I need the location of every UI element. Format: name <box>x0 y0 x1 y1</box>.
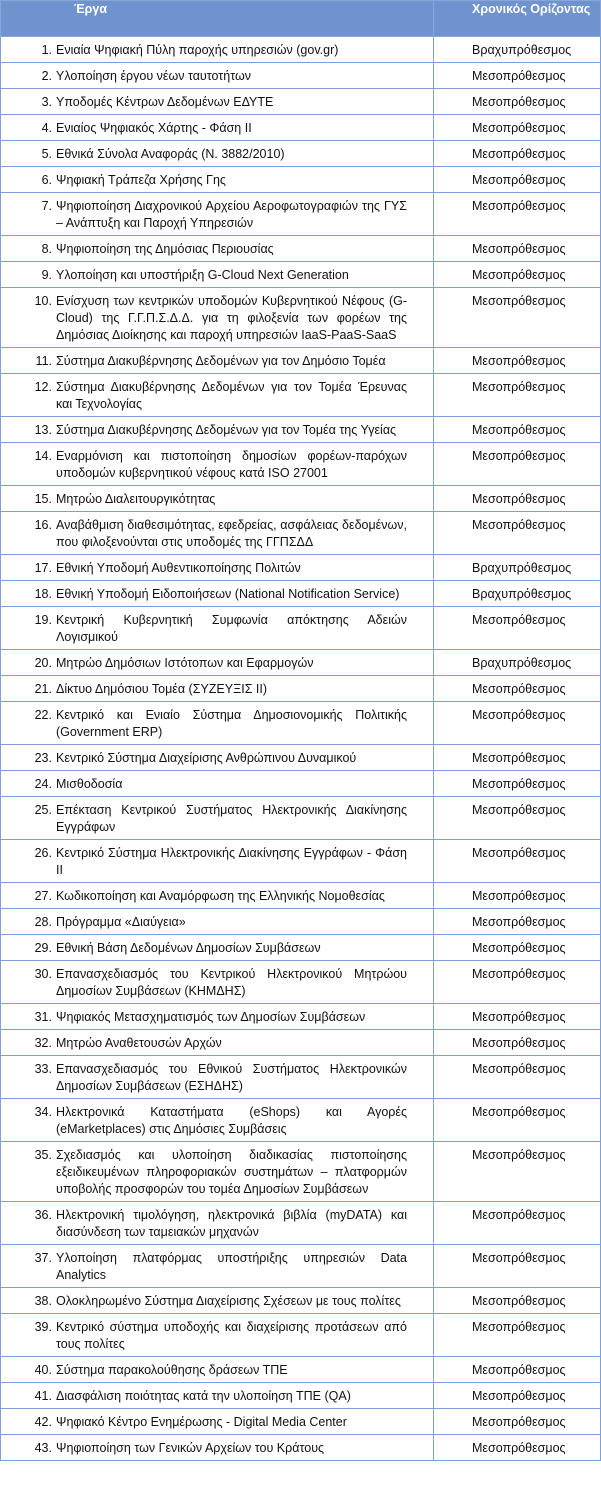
table-row <box>1 1314 601 1357</box>
project-item <box>1 1009 407 1026</box>
project-name: Εθνική Υποδομή Ειδοποιήσεων (National Notification Service) <box>56 587 400 601</box>
project-name: Ψηφιοποίηση των Γενικών Αρχείων του Κράτους <box>56 1441 325 1455</box>
project-item <box>1 612 407 646</box>
project-cell <box>1 883 434 909</box>
project-item <box>1 94 407 111</box>
time-horizon-cell: Μεσοπρόθεσμος <box>434 236 601 262</box>
table-row <box>1 236 601 262</box>
table-row <box>1 797 601 840</box>
table-row <box>1 63 601 89</box>
table-row <box>1 1202 601 1245</box>
table-header-row <box>1 1 601 37</box>
project-item <box>1 172 407 189</box>
project-cell <box>1 486 434 512</box>
project-cell <box>1 1409 434 1435</box>
project-name: Ενιαία Ψηφιακή Πύλη παροχής υπηρεσιών (gov.gr) <box>56 43 339 57</box>
time-horizon-cell: Μεσοπρόθεσμος <box>434 141 601 167</box>
project-item <box>1 1104 407 1138</box>
table-row <box>1 909 601 935</box>
project-cell <box>1 702 434 745</box>
project-cell <box>1 374 434 417</box>
project-name: Ψηφιοποίηση Διαχρονικού Αρχείου Αεροφωτογραφιών της ΓΥΣ – Ανάπτυξη και Παροχή Υπηρεσιών <box>56 199 407 230</box>
project-cell <box>1 348 434 374</box>
project-name: Σχεδιασμός και υλοποίηση διαδικασίας πιστοποίησης εξειδικευμένων πληροφοριακών συστημάτων – πλατφορμών υποβολής προσφορών του τομέα Δημοσίων Συμβάσεων <box>56 1148 407 1196</box>
project-number: 14. <box>34 449 52 463</box>
table-row <box>1 89 601 115</box>
time-horizon-cell: Βραχυπρόθεσμος <box>434 37 601 63</box>
project-item <box>1 353 407 370</box>
project-name: Επανασχεδιασμός του Εθνικού Συστήματος Ηλεκτρονικών Δημοσίων Συμβάσεων (ΕΣΗΔΗΣ) <box>56 1062 407 1093</box>
table-row <box>1 555 601 581</box>
project-number: 27. <box>34 889 52 903</box>
project-number: 16. <box>34 518 52 532</box>
project-number: 26. <box>34 846 52 860</box>
project-item <box>1 802 407 836</box>
project-name: Κεντρική Κυβερνητική Συμφωνία απόκτησης Αδειών Λογισμικού <box>56 613 407 644</box>
time-horizon-cell: Μεσοπρόθεσμος <box>434 115 601 141</box>
project-item <box>1 379 407 413</box>
project-item <box>1 966 407 1000</box>
project-item <box>1 681 407 698</box>
project-number: 37. <box>34 1251 52 1265</box>
project-number: 7. <box>41 199 52 213</box>
table-row <box>1 581 601 607</box>
table-row <box>1 417 601 443</box>
project-number: 39. <box>34 1320 52 1334</box>
time-horizon-cell: Βραχυπρόθεσμος <box>434 581 601 607</box>
project-cell <box>1 650 434 676</box>
project-number: 1. <box>41 43 52 57</box>
project-cell <box>1 909 434 935</box>
project-item <box>1 655 407 672</box>
project-number: 15. <box>34 492 52 506</box>
project-cell <box>1 37 434 63</box>
project-item <box>1 845 407 879</box>
time-horizon-cell: Μεσοπρόθεσμος <box>434 443 601 486</box>
table-row <box>1 1435 601 1461</box>
project-cell <box>1 797 434 840</box>
project-item <box>1 1293 407 1310</box>
project-cell <box>1 745 434 771</box>
time-horizon-cell: Μεσοπρόθεσμος <box>434 512 601 555</box>
project-cell <box>1 1056 434 1099</box>
table-row <box>1 771 601 797</box>
project-name: Μητρώο Διαλειτουργικότητας <box>56 492 216 506</box>
project-cell <box>1 63 434 89</box>
project-name: Υλοποίηση πλατφόρμας υποστήριξης υπηρεσιών Data Analytics <box>56 1251 407 1282</box>
project-number: 9. <box>41 268 52 282</box>
time-horizon-cell: Μεσοπρόθεσμος <box>434 1004 601 1030</box>
column-header-projects: Έργα <box>1 1 434 37</box>
table-row <box>1 745 601 771</box>
table-row <box>1 1357 601 1383</box>
project-cell <box>1 236 434 262</box>
table-body <box>1 37 601 1461</box>
project-number: 21. <box>34 682 52 696</box>
time-horizon-cell: Μεσοπρόθεσμος <box>434 288 601 348</box>
project-cell <box>1 1004 434 1030</box>
time-horizon-cell: Μεσοπρόθεσμος <box>434 840 601 883</box>
time-horizon-cell: Μεσοπρόθεσμος <box>434 1056 601 1099</box>
table-row <box>1 193 601 236</box>
time-horizon-cell: Μεσοπρόθεσμος <box>434 676 601 702</box>
project-item <box>1 1440 407 1457</box>
project-cell <box>1 193 434 236</box>
project-item <box>1 120 407 137</box>
project-cell <box>1 167 434 193</box>
project-cell <box>1 89 434 115</box>
project-item <box>1 241 407 258</box>
project-number: 3. <box>41 95 52 109</box>
table-row <box>1 37 601 63</box>
project-cell <box>1 417 434 443</box>
time-horizon-cell: Μεσοπρόθεσμος <box>434 1357 601 1383</box>
project-name: Επανασχεδιασμός του Κεντρικού Ηλεκτρονικού Μητρώου Δημοσίων Συμβάσεων (ΚΗΜΔΗΣ) <box>56 967 407 998</box>
table-row <box>1 607 601 650</box>
table-row <box>1 167 601 193</box>
project-name: Μητρώο Αναθετουσών Αρχών <box>56 1036 222 1050</box>
project-name: Ενιαίος Ψηφιακός Χάρτης - Φάση ΙΙ <box>56 121 252 135</box>
project-name: Ολοκληρωμένο Σύστημα Διαχείρισης Σχέσεων με τους πολίτες <box>56 1294 401 1308</box>
table-row <box>1 443 601 486</box>
table-row <box>1 1288 601 1314</box>
project-cell <box>1 676 434 702</box>
table-row <box>1 1142 601 1202</box>
project-cell <box>1 1099 434 1142</box>
project-item <box>1 1207 407 1241</box>
project-item <box>1 1388 407 1405</box>
project-name: Κεντρικό Σύστημα Διαχείρισης Ανθρώπινου Δυναμικού <box>56 751 357 765</box>
time-horizon-cell: Μεσοπρόθεσμος <box>434 607 601 650</box>
project-number: 32. <box>34 1036 52 1050</box>
project-number: 41. <box>34 1389 52 1403</box>
project-cell <box>1 288 434 348</box>
project-number: 40. <box>34 1363 52 1377</box>
project-cell <box>1 1030 434 1056</box>
time-horizon-cell: Μεσοπρόθεσμος <box>434 1314 601 1357</box>
project-name: Σύστημα Διακυβέρνησης Δεδομένων για τον Δημόσιο Τομέα <box>56 354 386 368</box>
project-cell <box>1 1383 434 1409</box>
project-number: 29. <box>34 941 52 955</box>
project-number: 33. <box>34 1062 52 1076</box>
time-horizon-cell: Μεσοπρόθεσμος <box>434 348 601 374</box>
time-horizon-cell: Μεσοπρόθεσμος <box>434 1099 601 1142</box>
table-row <box>1 1056 601 1099</box>
table-row <box>1 1099 601 1142</box>
time-horizon-cell: Μεσοπρόθεσμος <box>434 771 601 797</box>
project-number: 42. <box>34 1415 52 1429</box>
project-cell <box>1 1288 434 1314</box>
time-horizon-cell: Μεσοπρόθεσμος <box>434 961 601 1004</box>
table-row <box>1 676 601 702</box>
column-header-horizon: Χρονικός Ορίζοντας <box>434 1 601 37</box>
project-cell <box>1 1202 434 1245</box>
table-row <box>1 1004 601 1030</box>
project-name: Ψηφιακή Τράπεζα Χρήσης Γης <box>56 173 226 187</box>
project-name: Υλοποίηση έργου νέων ταυτοτήτων <box>56 69 251 83</box>
project-number: 8. <box>41 242 52 256</box>
project-number: 20. <box>34 656 52 670</box>
project-cell <box>1 1314 434 1357</box>
project-item <box>1 1319 407 1353</box>
table-row <box>1 486 601 512</box>
project-cell <box>1 1357 434 1383</box>
project-name: Σύστημα Διακυβέρνησης Δεδομένων για τον Τομέα Έρευνας και Τεχνολογίας <box>56 380 407 411</box>
time-horizon-cell: Μεσοπρόθεσμος <box>434 1245 601 1288</box>
time-horizon-cell: Μεσοπρόθεσμος <box>434 702 601 745</box>
time-horizon-cell: Μεσοπρόθεσμος <box>434 193 601 236</box>
table-row <box>1 650 601 676</box>
project-cell <box>1 771 434 797</box>
time-horizon-cell: Μεσοπρόθεσμος <box>434 1142 601 1202</box>
time-horizon-cell: Μεσοπρόθεσμος <box>434 1383 601 1409</box>
project-name: Σύστημα Διακυβέρνησης Δεδομένων για τον Τομέα της Υγείας <box>56 423 397 437</box>
time-horizon-cell: Μεσοπρόθεσμος <box>434 374 601 417</box>
time-horizon-cell: Μεσοπρόθεσμος <box>434 89 601 115</box>
project-cell <box>1 1245 434 1288</box>
project-item <box>1 586 407 603</box>
time-horizon-cell: Μεσοπρόθεσμος <box>434 63 601 89</box>
project-name: Κεντρικό σύστημα υποδοχής και διαχείρισης προτάσεων από τους πολίτες <box>56 1320 407 1351</box>
project-number: 4. <box>41 121 52 135</box>
project-cell <box>1 262 434 288</box>
project-cell <box>1 1435 434 1461</box>
project-item <box>1 198 407 232</box>
project-cell <box>1 555 434 581</box>
project-name: Ενίσχυση των κεντρικών υποδομών Κυβερνητικού Νέφους (G- Cloud) της Γ.Γ.Π.Σ.Δ.Δ. για τη φιλοξενία των φορέων της Δημόσιας Διοίκησης και παροχή υπηρεσιών IaaS-PaaS-SaaS <box>56 294 407 342</box>
project-item <box>1 1061 407 1095</box>
project-item <box>1 1147 407 1198</box>
table-row <box>1 288 601 348</box>
table-row <box>1 961 601 1004</box>
time-horizon-cell: Μεσοπρόθεσμος <box>434 486 601 512</box>
project-item <box>1 707 407 741</box>
project-item <box>1 491 407 508</box>
project-number: 35. <box>34 1148 52 1162</box>
table-row <box>1 1030 601 1056</box>
project-name: Ηλεκτρονικά Καταστήματα (eShops) και Αγορές (eMarketplaces) στις Δημόσιες Συμβάσεις <box>56 1105 407 1136</box>
time-horizon-cell: Βραχυπρόθεσμος <box>434 650 601 676</box>
project-number: 5. <box>41 147 52 161</box>
project-item <box>1 1250 407 1284</box>
table-row <box>1 935 601 961</box>
project-number: 19. <box>34 613 52 627</box>
time-horizon-cell: Μεσοπρόθεσμος <box>434 1435 601 1461</box>
table-row <box>1 1409 601 1435</box>
project-cell <box>1 512 434 555</box>
project-number: 31. <box>34 1010 52 1024</box>
project-name: Εθνική Υποδομή Αυθεντικοποίησης Πολιτών <box>56 561 301 575</box>
project-name: Εθνικά Σύνολα Αναφοράς (Ν. 3882/2010) <box>56 147 285 161</box>
table-row <box>1 1383 601 1409</box>
project-item <box>1 940 407 957</box>
project-item <box>1 1414 407 1431</box>
project-name: Υποδομές Κέντρων Δεδομένων ΕΔΥΤΕ <box>56 95 274 109</box>
project-number: 12. <box>34 380 52 394</box>
time-horizon-cell: Μεσοπρόθεσμος <box>434 1288 601 1314</box>
project-number: 36. <box>34 1208 52 1222</box>
time-horizon-cell: Μεσοπρόθεσμος <box>434 1202 601 1245</box>
project-name: Επέκταση Κεντρικού Συστήματος Ηλεκτρονικής Διακίνησης Εγγράφων <box>56 803 407 834</box>
project-number: 13. <box>34 423 52 437</box>
project-number: 23. <box>34 751 52 765</box>
project-item <box>1 422 407 439</box>
project-number: 30. <box>34 967 52 981</box>
table-row <box>1 1245 601 1288</box>
time-horizon-cell: Μεσοπρόθεσμος <box>434 262 601 288</box>
project-cell <box>1 961 434 1004</box>
project-item <box>1 560 407 577</box>
project-cell <box>1 607 434 650</box>
project-cell <box>1 443 434 486</box>
project-name: Ψηφιακό Κέντρο Ενημέρωσης - Digital Media Center <box>56 1415 347 1429</box>
project-number: 34. <box>34 1105 52 1119</box>
project-item <box>1 888 407 905</box>
project-number: 6. <box>41 173 52 187</box>
time-horizon-cell: Μεσοπρόθεσμος <box>434 167 601 193</box>
table-row <box>1 348 601 374</box>
project-cell <box>1 115 434 141</box>
project-name: Διασφάλιση ποιότητας κατά την υλοποίηση ΤΠΕ (QA) <box>56 1389 351 1403</box>
project-item <box>1 448 407 482</box>
project-item <box>1 1362 407 1379</box>
project-number: 24. <box>34 777 52 791</box>
time-horizon-cell: Μεσοπρόθεσμος <box>434 417 601 443</box>
project-name: Πρόγραμμα «Διαύγεια» <box>56 915 186 929</box>
project-name: Αναβάθμιση διαθεσιμότητας, εφεδρείας, ασφάλειας δεδομένων, που φιλοξενούνται στις υποδομές της ΓΓΠΣΔΔ <box>56 518 407 549</box>
project-number: 18. <box>34 587 52 601</box>
project-item <box>1 914 407 931</box>
project-cell <box>1 1142 434 1202</box>
project-cell <box>1 141 434 167</box>
project-number: 17. <box>34 561 52 575</box>
project-item <box>1 1035 407 1052</box>
project-item <box>1 517 407 551</box>
project-item <box>1 146 407 163</box>
project-number: 22. <box>34 708 52 722</box>
time-horizon-cell: Μεσοπρόθεσμος <box>434 1030 601 1056</box>
project-name: Μισθοδοσία <box>56 777 123 791</box>
project-cell <box>1 840 434 883</box>
project-name: Κεντρικό και Ενιαίο Σύστημα Δημοσιονομικής Πολιτικής (Government ERP) <box>56 708 407 739</box>
time-horizon-cell: Μεσοπρόθεσμος <box>434 935 601 961</box>
table-row <box>1 262 601 288</box>
project-name: Δίκτυο Δημόσιου Τομέα (ΣΥΖΕΥΞΙΣ ΙΙ) <box>56 682 267 696</box>
project-number: 38. <box>34 1294 52 1308</box>
project-number: 28. <box>34 915 52 929</box>
time-horizon-cell: Μεσοπρόθεσμος <box>434 909 601 935</box>
project-number: 11. <box>35 354 52 368</box>
time-horizon-cell: Βραχυπρόθεσμος <box>434 555 601 581</box>
project-number: 10. <box>34 294 52 308</box>
table-row <box>1 115 601 141</box>
project-name: Εναρμόνιση και πιστοποίηση δημοσίων φορέων-παρόχων υποδομών κυβερνητικού νέφους κατά ISO 27001 <box>56 449 407 480</box>
time-horizon-cell: Μεσοπρόθεσμος <box>434 883 601 909</box>
project-item <box>1 750 407 767</box>
time-horizon-cell: Μεσοπρόθεσμος <box>434 745 601 771</box>
project-number: 2. <box>41 69 52 83</box>
project-cell <box>1 935 434 961</box>
project-name: Ψηφιακός Μετασχηματισμός των Δημοσίων Συμβάσεων <box>56 1010 366 1024</box>
project-item <box>1 267 407 284</box>
table-row <box>1 141 601 167</box>
table-row <box>1 883 601 909</box>
project-name: Ηλεκτρονική τιμολόγηση, ηλεκτρονικά βιβλία (myDATA) και διασύνδεση των ταμειακών μηχανών <box>56 1208 407 1239</box>
project-name: Κεντρικό Σύστημα Ηλεκτρονικής Διακίνησης Εγγράφων - Φάση ΙΙ <box>56 846 407 877</box>
table-row <box>1 840 601 883</box>
table-row <box>1 374 601 417</box>
project-item <box>1 293 407 344</box>
project-name: Ψηφιοποίηση της Δημόσιας Περιουσίας <box>56 242 274 256</box>
project-item <box>1 776 407 793</box>
table-row <box>1 702 601 745</box>
project-name: Εθνική Βάση Δεδομένων Δημοσίων Συμβάσεων <box>56 941 321 955</box>
project-number: 43. <box>34 1441 52 1455</box>
project-name: Κωδικοποίηση και Αναμόρφωση της Ελληνικής Νομοθεσίας <box>56 889 385 903</box>
project-item <box>1 68 407 85</box>
time-horizon-cell: Μεσοπρόθεσμος <box>434 797 601 840</box>
project-name: Μητρώο Δημόσιων Ιστότοπων και Εφαρμογών <box>56 656 314 670</box>
project-name: Υλοποίηση και υποστήριξη G-Cloud Next Generation <box>56 268 349 282</box>
table-row <box>1 512 601 555</box>
time-horizon-cell: Μεσοπρόθεσμος <box>434 1409 601 1435</box>
project-item <box>1 42 407 59</box>
project-name: Σύστημα παρακολούθησης δράσεων ΤΠΕ <box>56 1363 288 1377</box>
project-cell <box>1 581 434 607</box>
project-number: 25. <box>34 803 52 817</box>
